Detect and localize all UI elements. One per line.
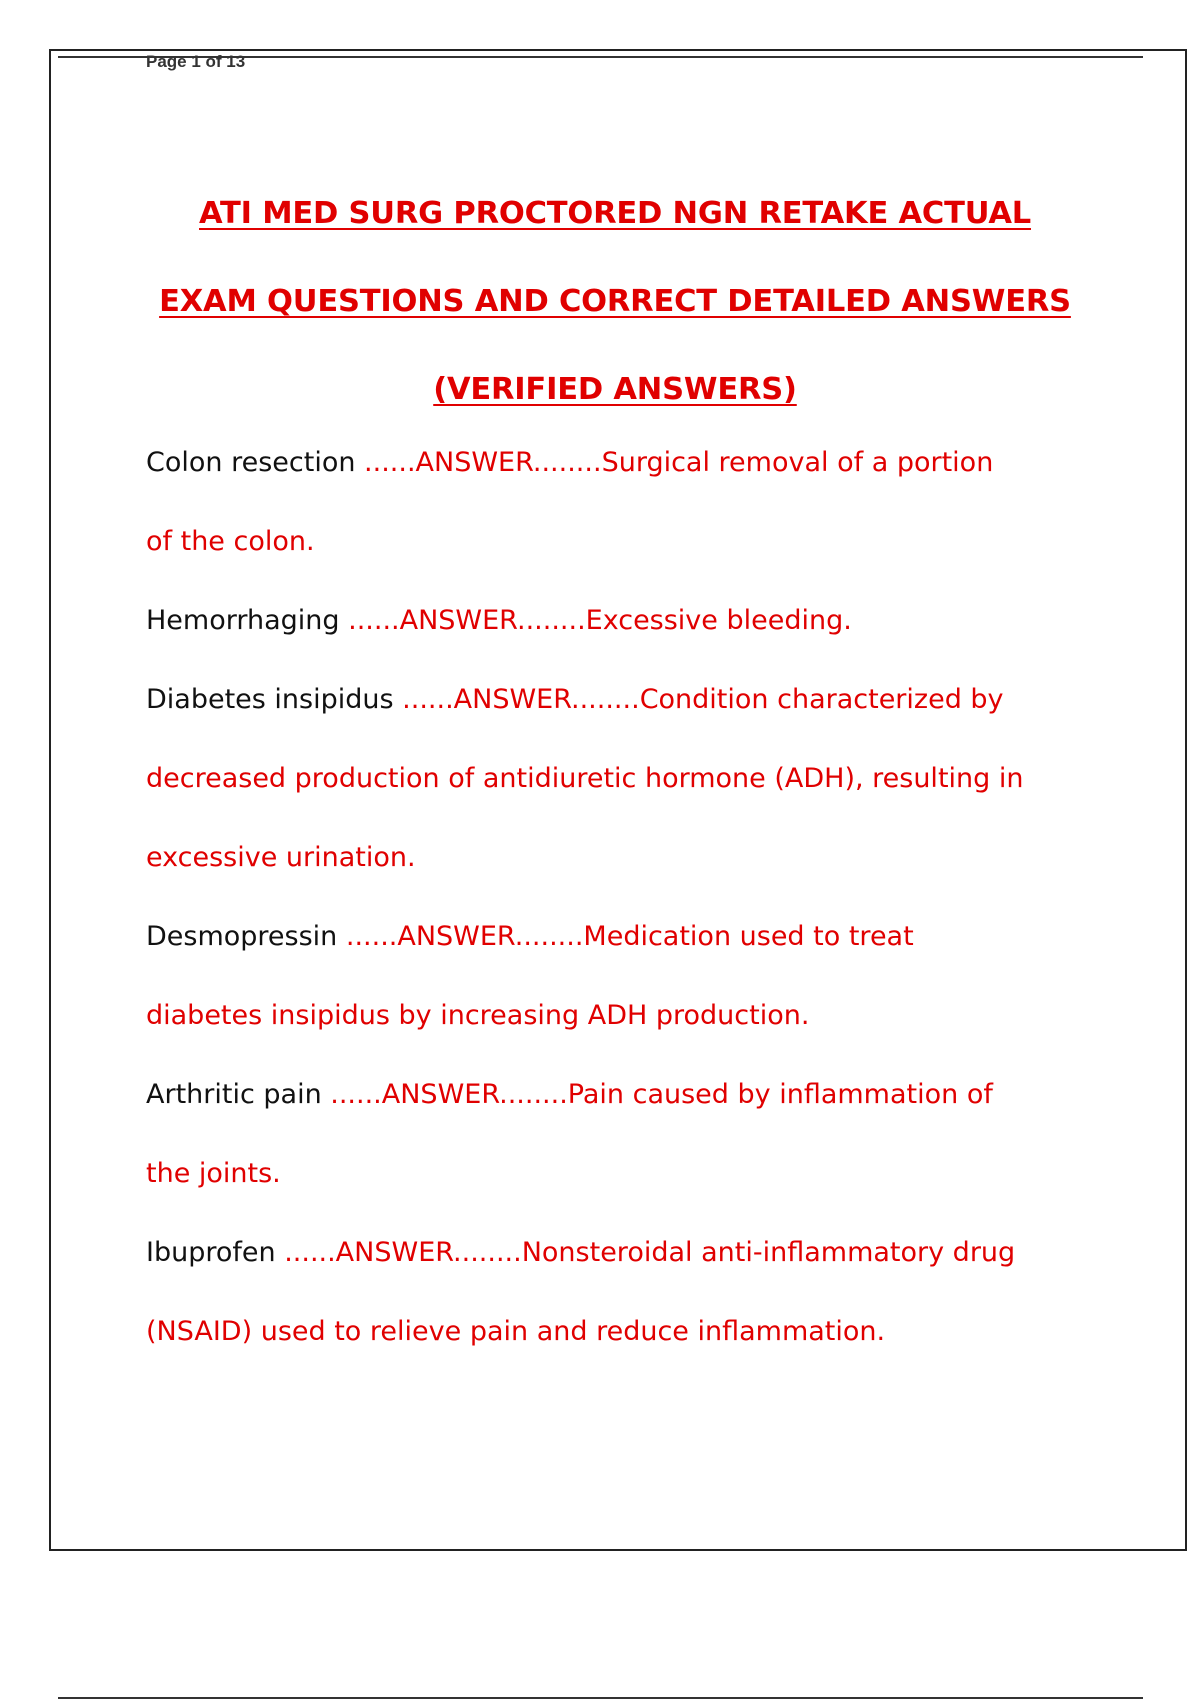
qa-line xyxy=(146,660,1086,739)
qa-item-desmopressin xyxy=(146,897,1086,1055)
qa-term: Diabetes insipidus xyxy=(146,684,394,715)
qa-list xyxy=(146,423,1086,1371)
qa-line xyxy=(146,1213,1086,1292)
document-title xyxy=(140,170,1090,434)
qa-item-hemorrhaging xyxy=(146,581,1086,660)
qa-answer-continuation: (NSAID) used to relieve pain and reduce inflammation. xyxy=(146,1316,886,1347)
answer-separator: ......ANSWER........ xyxy=(339,605,586,636)
answer-separator: ......ANSWER........ xyxy=(275,1237,522,1268)
qa-line xyxy=(146,423,1086,502)
footer-rule xyxy=(58,1697,1143,1699)
qa-answer-continuation: diabetes insipidus by increasing ADH production. xyxy=(146,1000,810,1031)
qa-answer-continuation: excessive urination. xyxy=(146,842,416,873)
qa-answer: Condition characterized by xyxy=(639,684,1004,715)
answer-separator: ......ANSWER........ xyxy=(321,1079,568,1110)
qa-term: Arthritic pain xyxy=(146,1079,322,1110)
qa-answer: Excessive bleeding. xyxy=(585,605,852,636)
title-line-2: EXAM QUESTIONS AND CORRECT DETAILED ANSWERS xyxy=(159,284,1071,319)
qa-item-colon-resection xyxy=(146,423,1086,581)
qa-answer: Medication used to treat xyxy=(583,921,914,952)
title-line-3: (VERIFIED ANSWERS) xyxy=(433,372,797,407)
answer-separator: ......ANSWER........ xyxy=(337,921,584,952)
page-number: Page 1 of 13 xyxy=(146,52,246,71)
qa-line xyxy=(146,897,1086,976)
qa-item-diabetes-insipidus xyxy=(146,660,1086,897)
qa-line xyxy=(146,581,1086,660)
qa-answer-continuation: of the colon. xyxy=(146,526,315,557)
qa-answer-continuation: decreased production of antidiuretic hormone (ADH), resulting in xyxy=(146,763,1024,794)
qa-line xyxy=(146,1055,1086,1134)
qa-answer: Nonsteroidal anti-inflammatory drug xyxy=(521,1237,1016,1268)
qa-term: Colon resection xyxy=(146,447,356,478)
qa-answer-continuation: the joints. xyxy=(146,1158,281,1189)
qa-term: Ibuprofen xyxy=(146,1237,276,1268)
qa-term: Desmopressin xyxy=(146,921,338,952)
qa-item-ibuprofen xyxy=(146,1213,1086,1371)
qa-answer: Pain caused by inflammation of xyxy=(567,1079,993,1110)
qa-item-arthritic-pain xyxy=(146,1055,1086,1213)
qa-answer: Surgical removal of a portion xyxy=(601,447,994,478)
answer-separator: ......ANSWER........ xyxy=(355,447,602,478)
title-line-1: ATI MED SURG PROCTORED NGN RETAKE ACTUAL xyxy=(199,196,1031,231)
answer-separator: ......ANSWER........ xyxy=(393,684,640,715)
qa-term: Hemorrhaging xyxy=(146,605,340,636)
